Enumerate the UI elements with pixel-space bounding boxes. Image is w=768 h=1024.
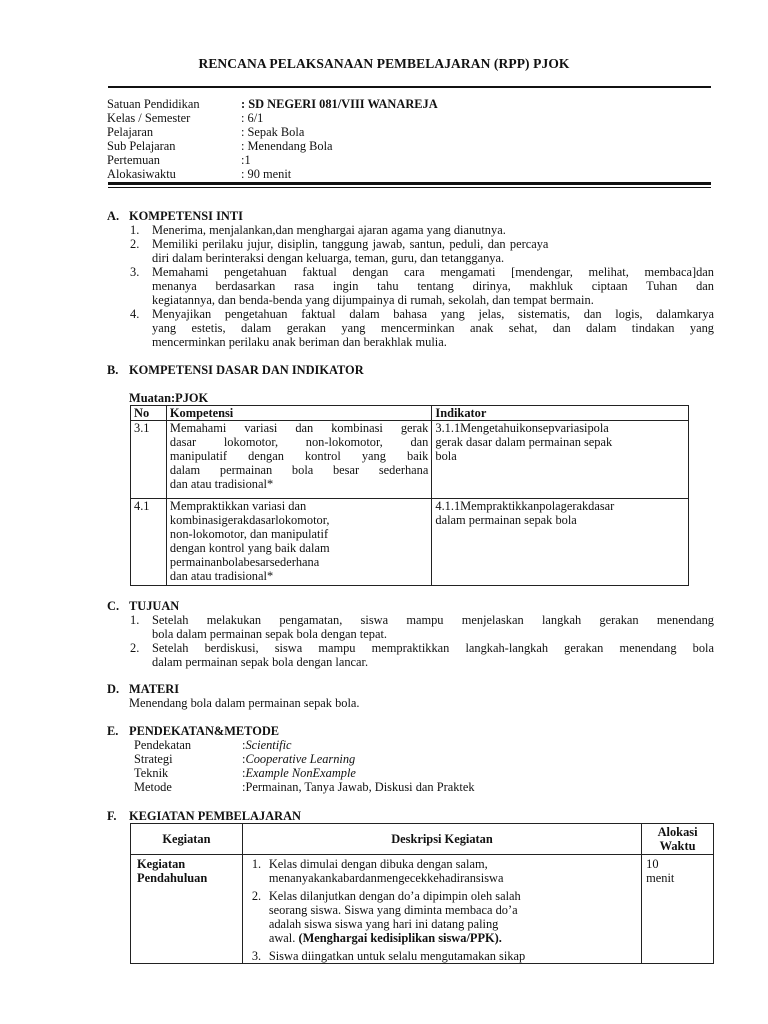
text-line: bola dalam permainan sepak bola dengan tepat. xyxy=(152,627,387,641)
text-line: kegiatannya, dan benda-benda yang dijumpainya di rumah, sekolah, dan tempat bermain. xyxy=(152,293,594,307)
section-e-title: PENDEKATAN&METODE xyxy=(129,724,280,738)
list-number: 1. xyxy=(130,613,140,627)
method-value: Cooperative Learning xyxy=(245,752,356,766)
ppk-note: (Menghargai kedisiplikan siswa/PPK). xyxy=(298,931,502,945)
text-line: bola xyxy=(435,449,457,463)
method-value-wrap xyxy=(242,780,475,794)
table-header-row xyxy=(131,406,689,421)
row-no: 3.1 xyxy=(131,421,167,499)
method-value-wrap xyxy=(242,752,355,766)
row-kompetensi xyxy=(166,499,431,586)
text-line: non-lokomotor, dan manipulatif xyxy=(169,527,329,541)
list-text xyxy=(152,613,714,641)
list-number: 3. xyxy=(130,265,140,279)
method-colon: : xyxy=(242,738,246,752)
section-e-letter: E. xyxy=(107,724,119,738)
list-item xyxy=(247,949,637,963)
table-row xyxy=(131,421,689,499)
list-text xyxy=(152,307,714,349)
method-value: Scientific xyxy=(245,738,292,752)
method-value: Permainan, Tanya Jawab, Diskusi dan Praktek xyxy=(245,780,475,794)
row-kegiatan xyxy=(131,855,243,964)
list-number: 2. xyxy=(130,641,140,655)
identity-label: Alokasiwaktu xyxy=(107,167,176,181)
list-text xyxy=(152,265,714,307)
text-line: kombinasigerakdasarlokomotor, xyxy=(169,513,330,527)
method-value-wrap xyxy=(242,738,292,752)
identity-value: : Sepak Bola xyxy=(241,125,305,139)
header-no: No xyxy=(131,406,167,421)
section-c-letter: C. xyxy=(107,599,120,613)
kompetensi-table xyxy=(130,405,689,586)
text-line: dan atau tradisional* xyxy=(169,477,274,491)
text-line: dan atau tradisional* xyxy=(169,569,274,583)
text-line: seorang siswa. Siswa yang diminta membaca do’a xyxy=(268,903,518,917)
document-title: RENCANA PELAKSANAAN PEMBELAJARAN (RPP) PJOK xyxy=(198,56,570,71)
text-line: Mempraktikkan variasi dan xyxy=(169,499,307,513)
identity-label: Pelajaran xyxy=(107,125,154,139)
muatan-label: Muatan:PJOK xyxy=(129,391,209,405)
text-line: Menerima, menjalankan,dan menghargai ajaran agama yang dianutnya. xyxy=(152,223,506,237)
text-line: gerak dasar dalam permainan sepak xyxy=(435,435,613,449)
text-line: Kelas dilanjutkan dengan do’a dipimpin oleh salah xyxy=(268,889,521,903)
identity-value: : Menendang Bola xyxy=(241,139,333,153)
section-b-letter: B. xyxy=(107,363,119,377)
list-number: 4. xyxy=(130,307,140,321)
identity-label: Pertemuan xyxy=(107,153,160,167)
method-colon: : xyxy=(242,752,246,766)
row-kompetensi xyxy=(166,421,431,499)
text-line-wrap xyxy=(269,931,637,945)
header-alokasi: Alokasi Waktu xyxy=(642,824,714,855)
header-kegiatan: Kegiatan xyxy=(131,824,243,855)
table-header-row xyxy=(131,824,714,855)
identity-rule-thick xyxy=(108,182,711,185)
identity-label: Kelas / Semester xyxy=(107,111,191,125)
step-number: 3. xyxy=(251,949,262,963)
section-d-letter: D. xyxy=(107,682,120,696)
text-line: diri dalam berinteraksi dengan keluarga, teman, guru, dan tetangganya. xyxy=(152,251,505,265)
text-line: 4.1.1Mempraktikkanpolagerakdasar xyxy=(435,499,615,513)
section-a-title: KOMPETENSI INTI xyxy=(129,209,243,223)
identity-value: : 6/1 xyxy=(241,111,264,125)
text-line: manipulatif dengan kontrol yang baik xyxy=(169,449,429,463)
table-row xyxy=(131,499,689,586)
header-indikator: Indikator xyxy=(432,406,689,421)
section-d-title: MATERI xyxy=(129,682,180,696)
header-kompetensi: Kompetensi xyxy=(166,406,431,421)
method-value-wrap xyxy=(242,766,356,780)
row-indikator xyxy=(432,421,689,499)
table-row xyxy=(131,855,714,964)
identity-value: : SD NEGERI 081/VIII WANAREJA xyxy=(241,97,438,111)
step-number: 1. xyxy=(251,857,262,871)
identity-value: : 90 menit xyxy=(241,167,292,181)
list-text xyxy=(152,223,714,237)
identity-value: :1 xyxy=(241,153,251,167)
text-line: Setelah melakukan pengamatan, siswa mampu menjelaskan langkah gerakan menendang xyxy=(152,613,714,627)
list-number: 1. xyxy=(130,223,140,237)
text-line: Memiliki perilaku jujur, disiplin, tanggung jawab, santun, peduli, dan percaya xyxy=(152,237,549,251)
list-item xyxy=(247,857,637,885)
identity-rule-thin xyxy=(108,187,711,188)
method-colon: : xyxy=(242,766,246,780)
step-number: 2. xyxy=(251,889,262,903)
method-label: Teknik xyxy=(134,766,169,780)
text-line: Menyajikan pengetahuan faktual dalam bahasa yang jelas, sistematis, dan logis, dalamkarya xyxy=(152,307,714,321)
text-line: dalam permainan sepak bola xyxy=(435,513,577,527)
section-a-letter: A. xyxy=(107,209,120,223)
method-colon: : xyxy=(242,780,246,794)
text-line: menanya berdasarkan rasa ingin tahu tentang dirinya, makhluk ciptaan Tuhan dan xyxy=(152,279,714,293)
text-line: awal. xyxy=(268,931,296,945)
list-text xyxy=(152,237,714,265)
row-indikator xyxy=(432,499,689,586)
method-label: Strategi xyxy=(134,752,173,766)
list-text xyxy=(152,641,714,669)
text-line: dalam permainan bola besar sederhana xyxy=(169,463,429,477)
text-line: Memahami variasi dan kombinasi gerak xyxy=(169,421,429,435)
row-no: 4.1 xyxy=(131,499,167,586)
kegiatan-table xyxy=(130,823,714,964)
row-deskripsi xyxy=(242,855,641,964)
method-label: Pendekatan xyxy=(134,738,192,752)
section-f-title: KEGIATAN PEMBELAJARAN xyxy=(129,809,301,823)
header-deskripsi: Deskripsi Kegiatan xyxy=(242,824,641,855)
text-line: Pendahuluan xyxy=(137,871,208,885)
identity-label: Satuan Pendidikan xyxy=(107,97,200,111)
list-number: 2. xyxy=(130,237,140,251)
section-c-title: TUJUAN xyxy=(129,599,180,613)
text-line: adalah siswa siswa yang hari ini datang paling xyxy=(268,917,499,931)
section-b-title: KOMPETENSI DASAR DAN INDIKATOR xyxy=(129,363,364,377)
title-rule xyxy=(108,86,711,88)
text-line: Siswa diingatkan untuk selalu mengutamakan sikap xyxy=(268,949,526,963)
text-line: Kegiatan xyxy=(137,857,186,871)
text-line: permainanbolabesarsederhana xyxy=(169,555,320,569)
text-line: Memahami pengetahuan faktual dengan cara mengamati [mendengar, melihat, membaca]dan xyxy=(152,265,714,279)
step-list xyxy=(247,857,637,963)
method-label: Metode xyxy=(134,780,172,794)
materi-text: Menendang bola dalam permainan sepak bola. xyxy=(129,696,360,710)
text-line: dengan kontrol yang baik dalam xyxy=(169,541,330,555)
text-line: Kelas dimulai dengan dibuka dengan salam, xyxy=(268,857,488,871)
text-line: dalam permainan sepak bola dengan lancar. xyxy=(152,655,369,669)
text-line: menit xyxy=(646,871,675,885)
identity-label: Sub Pelajaran xyxy=(107,139,176,153)
list-item xyxy=(247,889,637,945)
text-line: yang estetis, dalam gerakan yang mencerminkan anak sehat, dan dalam tindakan yang xyxy=(152,321,714,335)
text-line: dasar lokomotor, non-lokomotor, dan xyxy=(169,435,429,449)
text-line: 10 xyxy=(646,857,659,871)
row-alokasi xyxy=(642,855,714,964)
section-f-letter: F. xyxy=(107,809,117,823)
text-line: 3.1.1Mengetahuikonsepvariasipola xyxy=(435,421,609,435)
text-line: mencerminkan perilaku anak beriman dan berakhlak mulia. xyxy=(152,335,447,349)
method-value: Example NonExample xyxy=(245,766,356,780)
text-line: menanyakankabardanmengecekkehadiransiswa xyxy=(268,871,504,885)
text-line: Setelah berdiskusi, siswa mampu mempraktikkan langkah-langkah gerakan menendang bola xyxy=(152,641,714,655)
